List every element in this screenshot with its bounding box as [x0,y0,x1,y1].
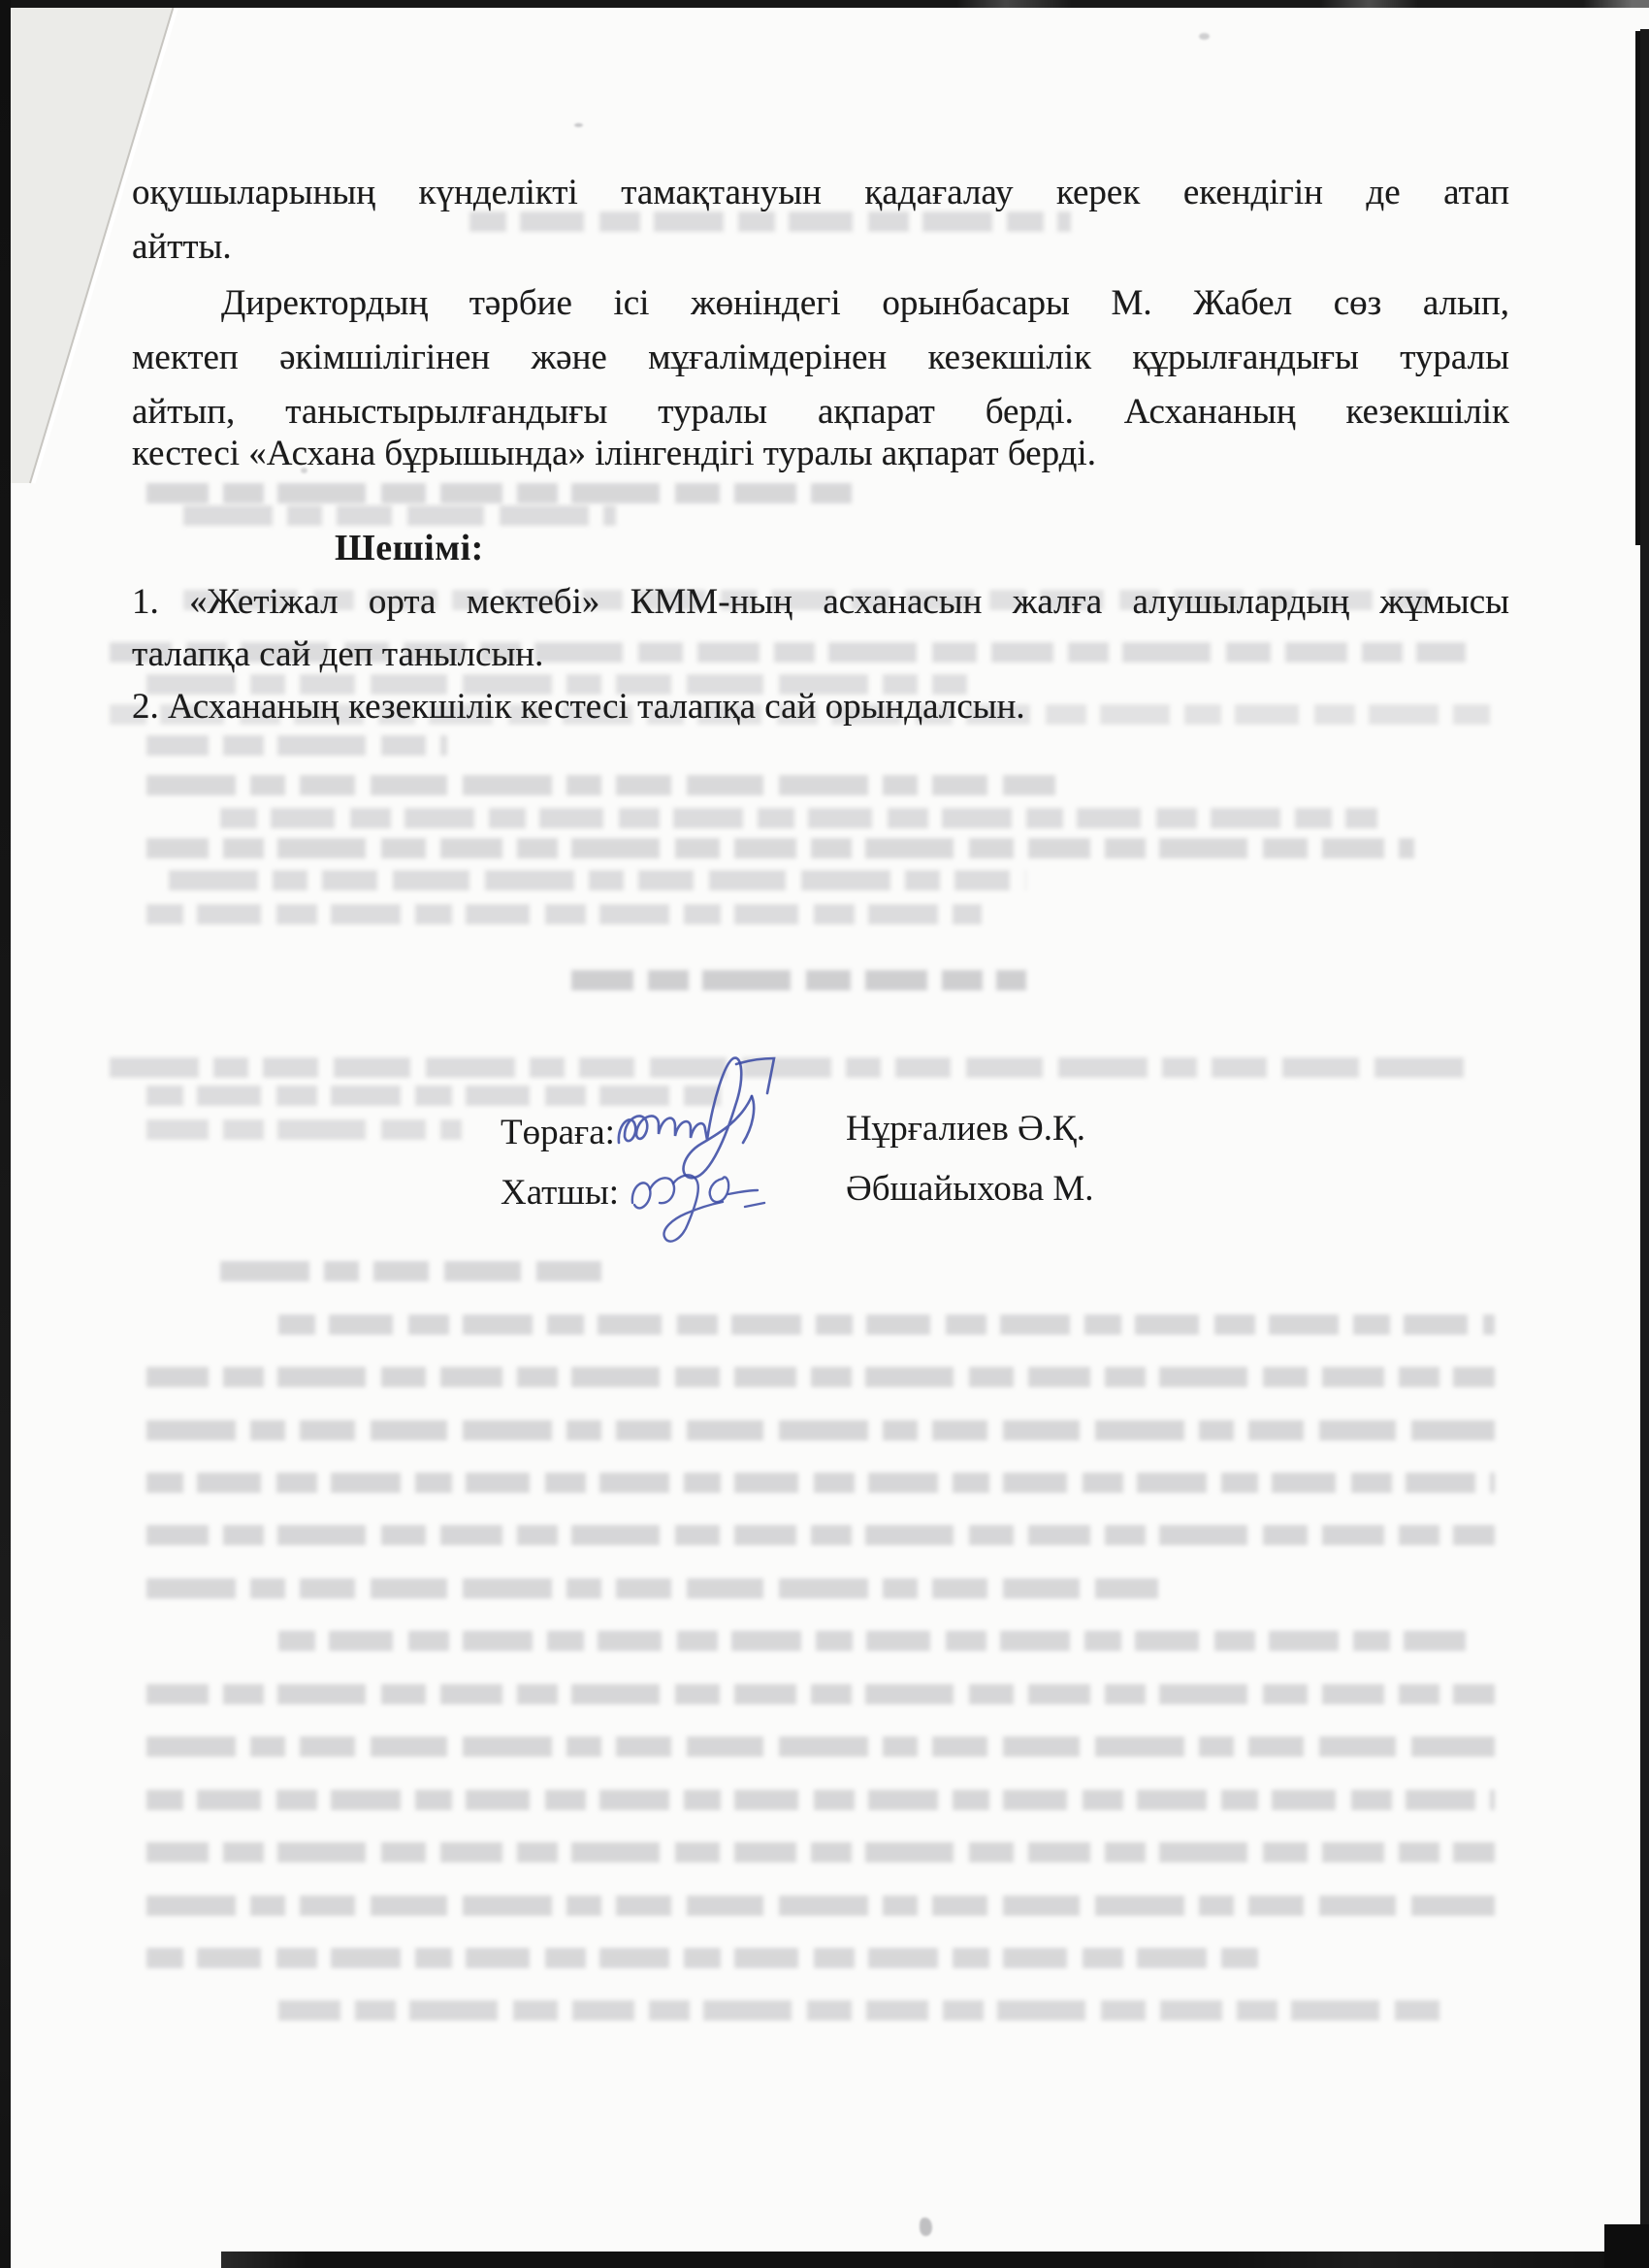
scan-edge-right [1640,29,1649,2268]
paragraph-1-line: оқушыларының күнделікті тамақтануын қадағалау керек екендігін де атап [132,173,1509,212]
paragraph-1-line: айтты. [132,227,232,267]
chairman-label: Төраға: [501,1113,615,1152]
paragraph-2-line: Директордың тәрбие ісі жөніндегі орынбасары М. Жабел сөз алып, [221,283,1509,323]
paragraph-2-line: мектеп әкімшілігінен және мұғалімдерінен кезекшілік құрылғандығы туралы [132,338,1509,377]
scan-edge-top [0,0,1649,8]
paragraph-2-line: кестесі «Асхана бұрышында» ілінгендігі туралы ақпарат берді. [132,434,1096,473]
chairman-name: Нұрғалиев Ә.Қ. [846,1109,1085,1149]
decision-heading: Шешімі: [335,528,484,568]
scan-edge-bottom [221,2252,1649,2268]
decision-item-2-line: 2. Асхананың кезекшілік кестесі талапқа сай орындалсын. [132,687,1025,727]
paragraph-2-line: айтып, таныстырылғандығы туралы ақпарат берді. Асхананың кезекшілік [132,392,1509,432]
secretary-label: Хатшы: [501,1173,619,1213]
secretary-name: Әбшайыхова М. [846,1169,1094,1209]
scan-corner-bottom-right [1604,2224,1649,2268]
secretary-signature [621,1152,791,1249]
decision-item-1-line: 1. «Жетіжал орта мектебі» КММ-ның асханасын жалға алушылардың жұмысы [132,582,1509,622]
decision-item-1-line: талапқа сай деп танылсын. [132,634,544,674]
scan-edge-left [0,0,11,2268]
